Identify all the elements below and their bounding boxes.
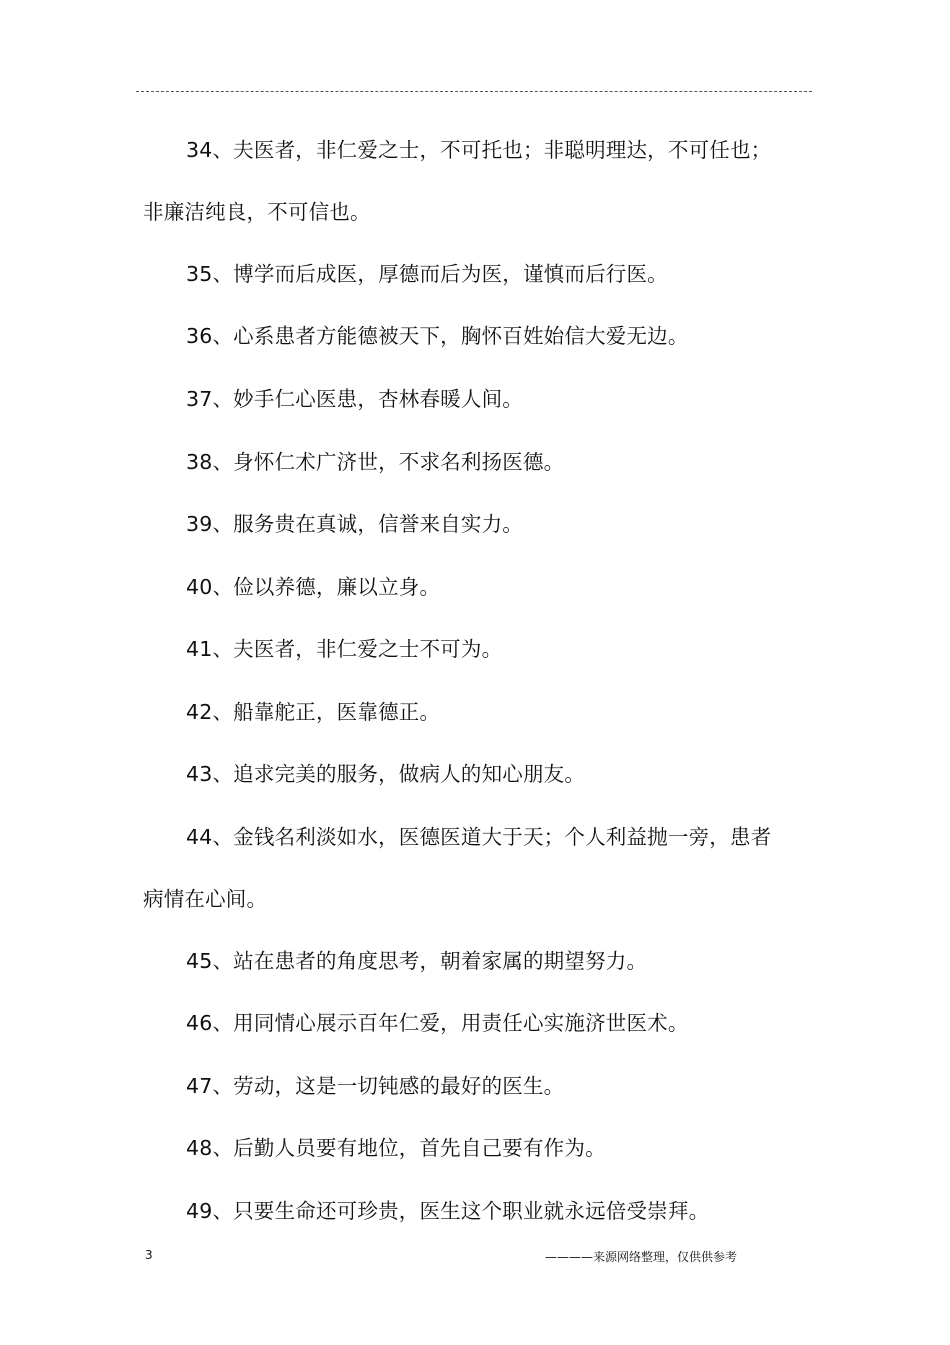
list-item: 44、金钱名利淡如水，医德医道大于天；个人利益抛一旁，患者病情在心间。 — [143, 825, 772, 911]
list-item: 46、用同情心展示百年仁爱，用责任心实施济世医术。 — [186, 1011, 689, 1035]
footer-source-note: ————来源网络整理，仅供供参考 — [545, 1250, 738, 1264]
page-number: 3 — [145, 1248, 153, 1262]
list-item: 49、只要生命还可珍贵，医生这个职业就永远倍受崇拜。 — [186, 1199, 710, 1223]
list-item: 36、心系患者方能德被天下，胸怀百姓始信大爱无边。 — [186, 324, 689, 348]
list-item: 48、后勤人员要有地位，首先自己要有作为。 — [186, 1136, 606, 1160]
list-item: 37、妙手仁心医患，杏林春暖人间。 — [186, 387, 523, 411]
list-item: 47、劳动，这是一切钝感的最好的医生。 — [186, 1074, 565, 1098]
header-dashed-rule — [136, 91, 812, 92]
list-item: 40、俭以养德，廉以立身。 — [186, 575, 441, 599]
list-item: 45、站在患者的角度思考，朝着家属的期望努力。 — [186, 949, 648, 973]
list-item: 34、夫医者，非仁爱之士，不可托也；非聪明理达，不可任也；非廉洁纯良，不可信也。 — [143, 138, 772, 224]
list-item: 39、服务贵在真诚，信誉来自实力。 — [186, 512, 523, 536]
list-item: 42、船靠舵正，医靠德正。 — [186, 700, 441, 724]
list-item: 41、夫医者，非仁爱之士不可为。 — [186, 637, 503, 661]
list-item: 43、追求完美的服务，做病人的知心朋友。 — [186, 762, 586, 786]
list-item: 35、博学而后成医，厚德而后为医，谨慎而后行医。 — [186, 262, 668, 286]
list-item: 38、身怀仁术广济世，不求名利扬医德。 — [186, 450, 565, 474]
